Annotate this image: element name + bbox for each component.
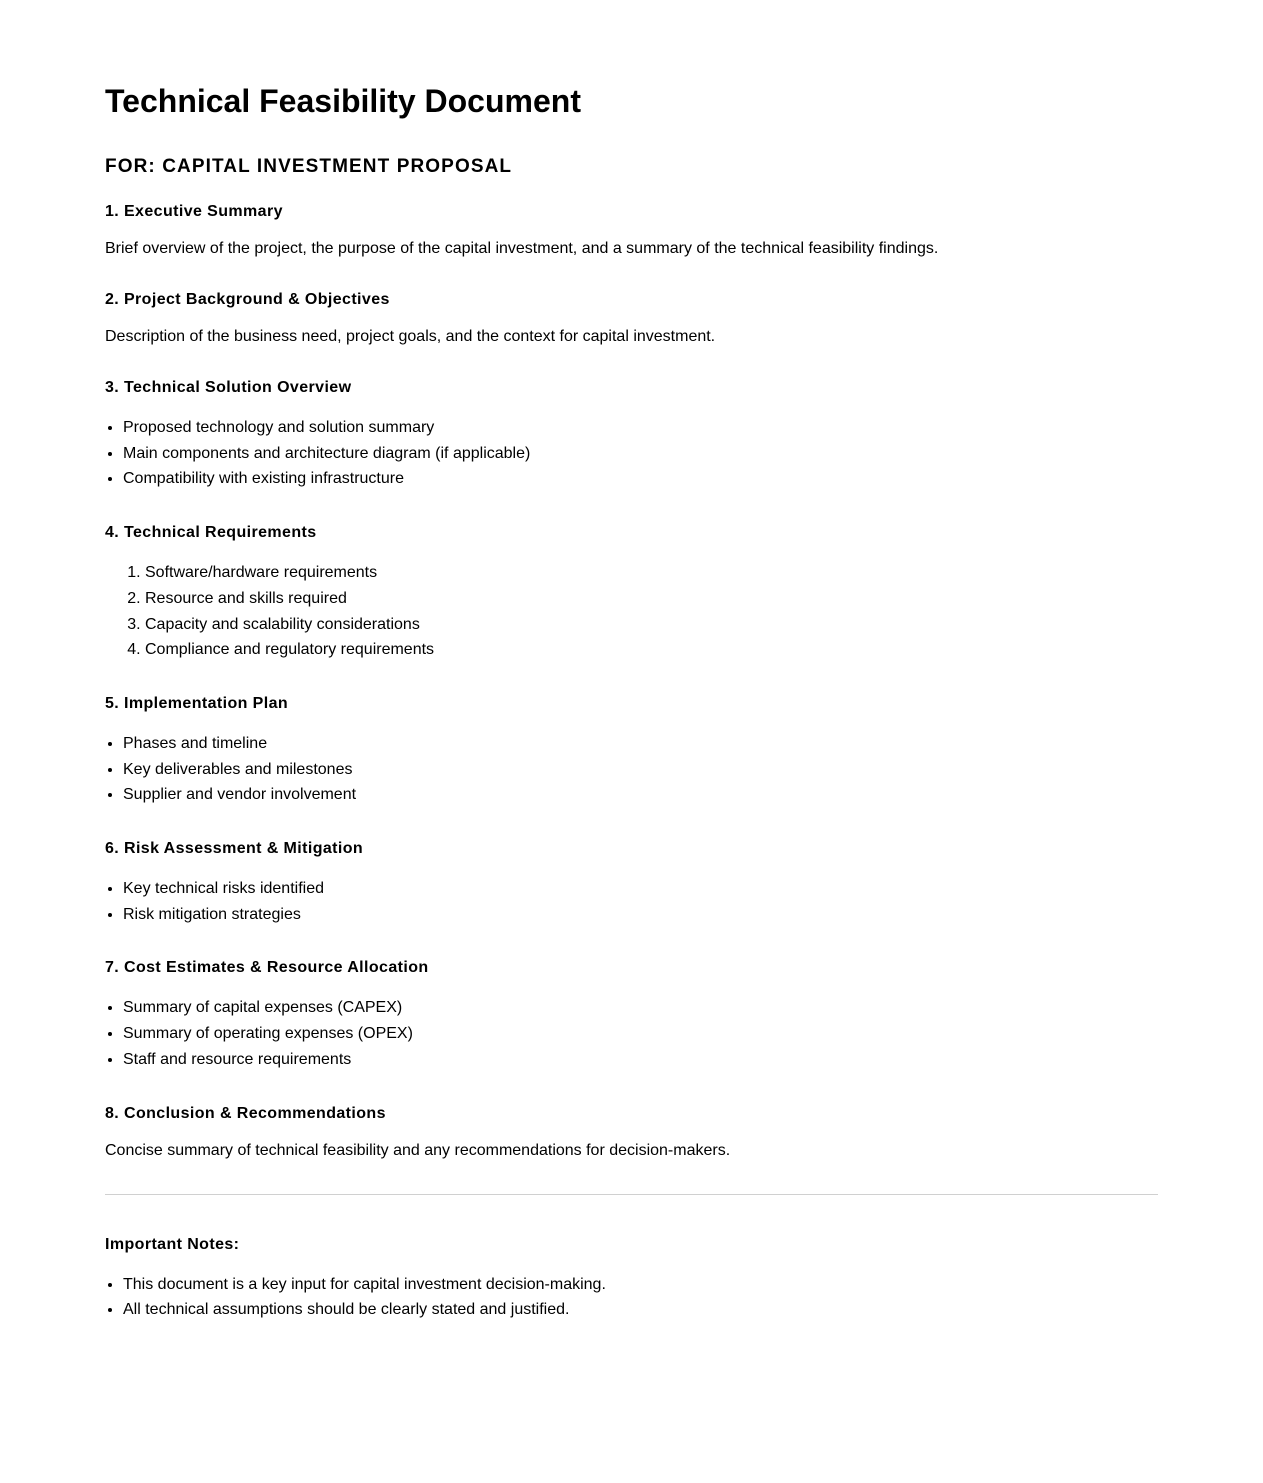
section-text: Brief overview of the project, the purpose of the capital investment, and a summary of the technical feasibility findings. (105, 240, 939, 257)
section-conclusion (105, 1104, 1158, 1161)
bullet-list (105, 995, 1158, 1072)
section-text: Concise summary of technical feasibility and any recommendations for decision-makers. (105, 1141, 731, 1159)
list-item: • Proposed technology and solution summary (123, 415, 1158, 441)
list-item: • All technical assumptions should be clearly stated and justified. (123, 1297, 1158, 1323)
section-project-background (105, 290, 1158, 347)
section-executive-summary (105, 202, 1158, 259)
list-item: 2. Resource and skills required (145, 586, 1158, 612)
list-item: • Summary of operating expenses (OPEX) (123, 1021, 1158, 1047)
list-item: 1. Software/hardware requirements (145, 560, 1158, 586)
list-item: • Summary of capital expenses (CAPEX) (123, 995, 1158, 1021)
bullet-list (105, 731, 1158, 808)
bullet-list (105, 415, 1158, 492)
list-item: • This document is a key input for capital investment decision-making. (123, 1272, 1158, 1298)
document-title: Technical Feasibility Document (105, 83, 581, 119)
section-risk-assessment (105, 839, 1158, 927)
section-heading: 1. Executive Summary (105, 203, 283, 220)
list-item: • Key technical risks identified (123, 876, 1158, 902)
list-item: • Risk mitigation strategies (123, 902, 1158, 928)
notes-heading: Important Notes: (105, 1235, 240, 1253)
numbered-list (105, 560, 1158, 663)
list-item: 4. Compliance and regulatory requirements (145, 637, 1158, 663)
section-implementation-plan (105, 694, 1158, 808)
section-technical-solution (105, 378, 1158, 492)
section-technical-requirements (105, 523, 1158, 663)
list-item: 3. Capacity and scalability considerations (145, 612, 1158, 638)
section-heading: 8. Conclusion & Recommendations (105, 1104, 386, 1122)
list-item: • Phases and timeline (123, 731, 1158, 757)
section-heading: 5. Implementation Plan (105, 694, 289, 712)
divider (105, 1194, 1158, 1195)
section-heading: 6. Risk Assessment & Mitigation (105, 840, 364, 858)
list-item: • Compatibility with existing infrastructure (123, 466, 1158, 492)
section-important-notes (105, 1235, 1158, 1323)
bullet-list (105, 1272, 1158, 1323)
list-item: • Staff and resource requirements (123, 1047, 1158, 1073)
section-heading: 2. Project Background & Objectives (105, 291, 390, 308)
section-heading: 4. Technical Requirements (105, 524, 317, 542)
section-heading: 3. Technical Solution Overview (105, 379, 352, 396)
list-item: • Main components and architecture diagram (if applicable) (123, 441, 1158, 467)
document-subtitle: FOR: CAPITAL INVESTMENT PROPOSAL (105, 156, 513, 177)
section-text: Description of the business need, project goals, and the context for capital investment. (105, 328, 716, 345)
section-heading: 7. Cost Estimates & Resource Allocation (105, 959, 429, 977)
list-item: • Supplier and vendor involvement (123, 782, 1158, 808)
bullet-list (105, 876, 1158, 927)
list-item: • Key deliverables and milestones (123, 757, 1158, 783)
section-cost-estimates (105, 958, 1158, 1072)
